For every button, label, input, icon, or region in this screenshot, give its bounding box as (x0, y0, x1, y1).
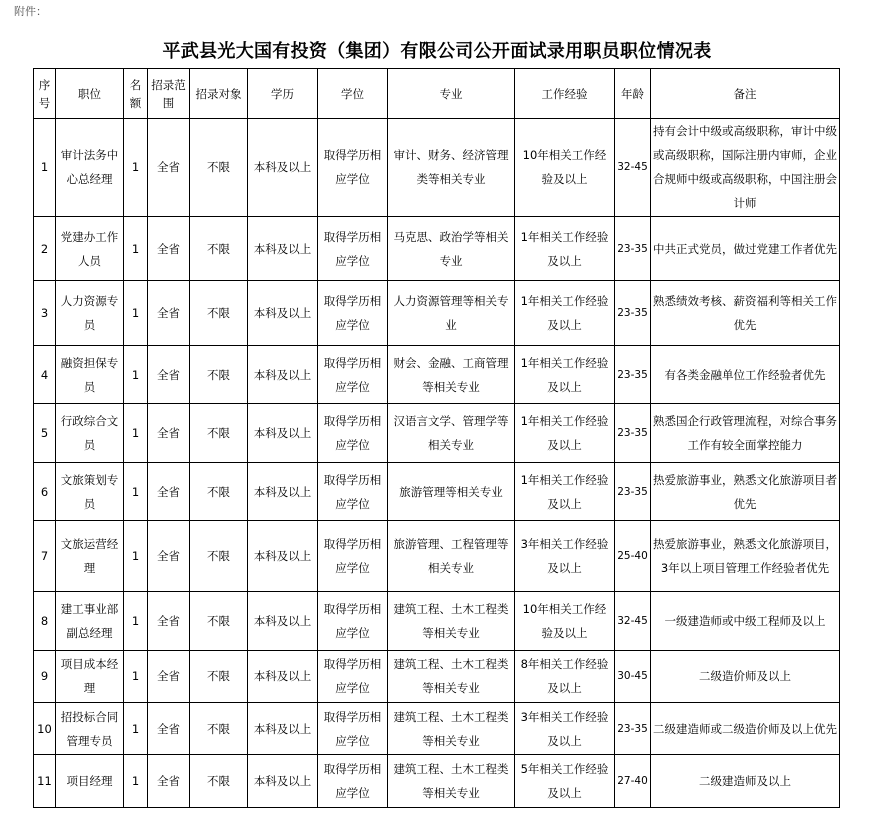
cell-position: 融资担保专员 (56, 345, 124, 404)
cell-education: 本科及以上 (248, 703, 318, 755)
cell-target: 不限 (190, 216, 248, 281)
cell-target: 不限 (190, 521, 248, 592)
header-cell-experience: 工作经验 (515, 69, 615, 119)
cell-education: 本科及以上 (248, 521, 318, 592)
cell-degree: 取得学历相应学位 (318, 119, 388, 217)
cell-experience: 8年相关工作经验及以上 (515, 650, 615, 702)
cell-target: 不限 (190, 703, 248, 755)
cell-remark: 一级建造师或中级工程师及以上 (651, 592, 840, 651)
cell-no: 1 (34, 119, 56, 217)
cell-experience: 5年相关工作经验及以上 (515, 755, 615, 808)
cell-major: 旅游管理等相关专业 (388, 462, 515, 521)
cell-degree: 取得学历相应学位 (318, 755, 388, 808)
cell-no: 4 (34, 345, 56, 404)
header-cell-position: 职位 (56, 69, 124, 119)
cell-age: 23-35 (615, 703, 651, 755)
cell-education: 本科及以上 (248, 119, 318, 217)
cell-no: 9 (34, 650, 56, 702)
cell-major: 财会、金融、工商管理等相关专业 (388, 345, 515, 404)
cell-experience: 1年相关工作经验及以上 (515, 281, 615, 346)
cell-degree: 取得学历相应学位 (318, 650, 388, 702)
cell-education: 本科及以上 (248, 345, 318, 404)
table-row (34, 755, 840, 808)
cell-major: 建筑工程、土木工程类等相关专业 (388, 755, 515, 808)
cell-major: 马克思、政治学等相关专业 (388, 216, 515, 281)
cell-age: 23-35 (615, 216, 651, 281)
table-row (34, 592, 840, 651)
cell-education: 本科及以上 (248, 216, 318, 281)
cell-scope: 全省 (148, 521, 190, 592)
cell-target: 不限 (190, 755, 248, 808)
cell-experience: 1年相关工作经验及以上 (515, 462, 615, 521)
cell-major: 建筑工程、土木工程类等相关专业 (388, 592, 515, 651)
cell-quota: 1 (124, 521, 148, 592)
cell-age: 25-40 (615, 521, 651, 592)
cell-target: 不限 (190, 281, 248, 346)
cell-remark: 熟悉绩效考核、薪资福利等相关工作优先 (651, 281, 840, 346)
cell-position: 项目经理 (56, 755, 124, 808)
cell-experience: 10年相关工作经验及以上 (515, 119, 615, 217)
cell-quota: 1 (124, 119, 148, 217)
header-cell-no: 序号 (34, 69, 56, 119)
cell-no: 10 (34, 703, 56, 755)
cell-age: 23-35 (615, 404, 651, 463)
cell-position: 项目成本经理 (56, 650, 124, 702)
cell-experience: 10年相关工作经验及以上 (515, 592, 615, 651)
cell-quota: 1 (124, 703, 148, 755)
cell-scope: 全省 (148, 650, 190, 702)
cell-education: 本科及以上 (248, 592, 318, 651)
cell-major: 人力资源管理等相关专业 (388, 281, 515, 346)
cell-major: 审计、财务、经济管理类等相关专业 (388, 119, 515, 217)
cell-no: 2 (34, 216, 56, 281)
cell-position: 文旅运营经理 (56, 521, 124, 592)
cell-scope: 全省 (148, 281, 190, 346)
table-body (34, 119, 840, 808)
cell-position: 审计法务中心总经理 (56, 119, 124, 217)
cell-education: 本科及以上 (248, 404, 318, 463)
cell-degree: 取得学历相应学位 (318, 281, 388, 346)
cell-quota: 1 (124, 650, 148, 702)
cell-remark: 二级建造师及以上 (651, 755, 840, 808)
cell-major: 建筑工程、土木工程类等相关专业 (388, 703, 515, 755)
cell-major: 旅游管理、工程管理等相关专业 (388, 521, 515, 592)
cell-degree: 取得学历相应学位 (318, 216, 388, 281)
cell-target: 不限 (190, 119, 248, 217)
cell-experience: 3年相关工作经验及以上 (515, 703, 615, 755)
cell-education: 本科及以上 (248, 650, 318, 702)
table-row (34, 119, 840, 217)
cell-education: 本科及以上 (248, 755, 318, 808)
cell-position: 文旅策划专员 (56, 462, 124, 521)
header-cell-major: 专业 (388, 69, 515, 119)
table-row (34, 650, 840, 702)
page-title: 平武县光大国有投资（集团）有限公司公开面试录用职员职位情况表 (162, 41, 712, 62)
cell-experience: 1年相关工作经验及以上 (515, 404, 615, 463)
table-row (34, 281, 840, 346)
cell-target: 不限 (190, 345, 248, 404)
cell-major: 建筑工程、土木工程类等相关专业 (388, 650, 515, 702)
cell-age: 23-35 (615, 345, 651, 404)
cell-scope: 全省 (148, 703, 190, 755)
header-cell-remark: 备注 (651, 69, 840, 119)
cell-remark: 中共正式党员，做过党建工作者优先 (651, 216, 840, 281)
table-row (34, 462, 840, 521)
cell-quota: 1 (124, 755, 148, 808)
table-row (34, 216, 840, 281)
cell-age: 27-40 (615, 755, 651, 808)
cell-position: 建工事业部副总经理 (56, 592, 124, 651)
cell-degree: 取得学历相应学位 (318, 592, 388, 651)
cell-target: 不限 (190, 592, 248, 651)
table-header-row (34, 69, 840, 119)
cell-degree: 取得学历相应学位 (318, 404, 388, 463)
cell-position: 行政综合文员 (56, 404, 124, 463)
cell-age: 23-35 (615, 462, 651, 521)
header-cell-target: 招录对象 (190, 69, 248, 119)
cell-target: 不限 (190, 404, 248, 463)
cell-experience: 1年相关工作经验及以上 (515, 345, 615, 404)
cell-scope: 全省 (148, 755, 190, 808)
cell-education: 本科及以上 (248, 462, 318, 521)
cell-quota: 1 (124, 404, 148, 463)
cell-scope: 全省 (148, 216, 190, 281)
cell-no: 7 (34, 521, 56, 592)
cell-scope: 全省 (148, 462, 190, 521)
cell-remark: 二级造价师及以上 (651, 650, 840, 702)
cell-scope: 全省 (148, 404, 190, 463)
cell-education: 本科及以上 (248, 281, 318, 346)
cell-remark: 有各类金融单位工作经验者优先 (651, 345, 840, 404)
header-cell-quota: 名额 (124, 69, 148, 119)
cell-quota: 1 (124, 592, 148, 651)
cell-scope: 全省 (148, 592, 190, 651)
header-cell-scope: 招录范围 (148, 69, 190, 119)
cell-experience: 1年相关工作经验及以上 (515, 216, 615, 281)
cell-position: 招投标合同管理专员 (56, 703, 124, 755)
cell-remark: 熟悉国企行政管理流程，对综合事务工作有较全面掌控能力 (651, 404, 840, 463)
cell-experience: 3年相关工作经验及以上 (515, 521, 615, 592)
cell-remark: 热爱旅游事业，熟悉文化旅游项目者优先 (651, 462, 840, 521)
attachment-label: 附件： (14, 5, 47, 18)
cell-no: 3 (34, 281, 56, 346)
header-cell-education: 学历 (248, 69, 318, 119)
cell-target: 不限 (190, 650, 248, 702)
header-cell-degree: 学位 (318, 69, 388, 119)
table-row (34, 345, 840, 404)
cell-age: 32-45 (615, 592, 651, 651)
cell-scope: 全省 (148, 345, 190, 404)
cell-quota: 1 (124, 462, 148, 521)
cell-remark: 热爱旅游事业，熟悉文化旅游项目，3年以上项目管理工作经验者优先 (651, 521, 840, 592)
cell-remark: 二级建造师或二级造价师及以上优先 (651, 703, 840, 755)
table-row (34, 703, 840, 755)
cell-degree: 取得学历相应学位 (318, 521, 388, 592)
cell-degree: 取得学历相应学位 (318, 703, 388, 755)
table-row (34, 521, 840, 592)
table-row (34, 404, 840, 463)
cell-remark: 持有会计中级或高级职称，审计中级或高级职称，国际注册内审师，企业合规师中级或高级职称，中国注册会计师 (651, 119, 840, 217)
cell-age: 23-35 (615, 281, 651, 346)
cell-quota: 1 (124, 281, 148, 346)
cell-no: 11 (34, 755, 56, 808)
cell-target: 不限 (190, 462, 248, 521)
cell-no: 5 (34, 404, 56, 463)
cell-degree: 取得学历相应学位 (318, 345, 388, 404)
cell-no: 6 (34, 462, 56, 521)
cell-position: 党建办工作人员 (56, 216, 124, 281)
cell-quota: 1 (124, 345, 148, 404)
header-cell-age: 年龄 (615, 69, 651, 119)
cell-scope: 全省 (148, 119, 190, 217)
cell-major: 汉语言文学、管理学等相关专业 (388, 404, 515, 463)
cell-position: 人力资源专员 (56, 281, 124, 346)
cell-no: 8 (34, 592, 56, 651)
position-table (33, 68, 840, 808)
cell-age: 32-45 (615, 119, 651, 217)
cell-quota: 1 (124, 216, 148, 281)
cell-degree: 取得学历相应学位 (318, 462, 388, 521)
cell-age: 30-45 (615, 650, 651, 702)
